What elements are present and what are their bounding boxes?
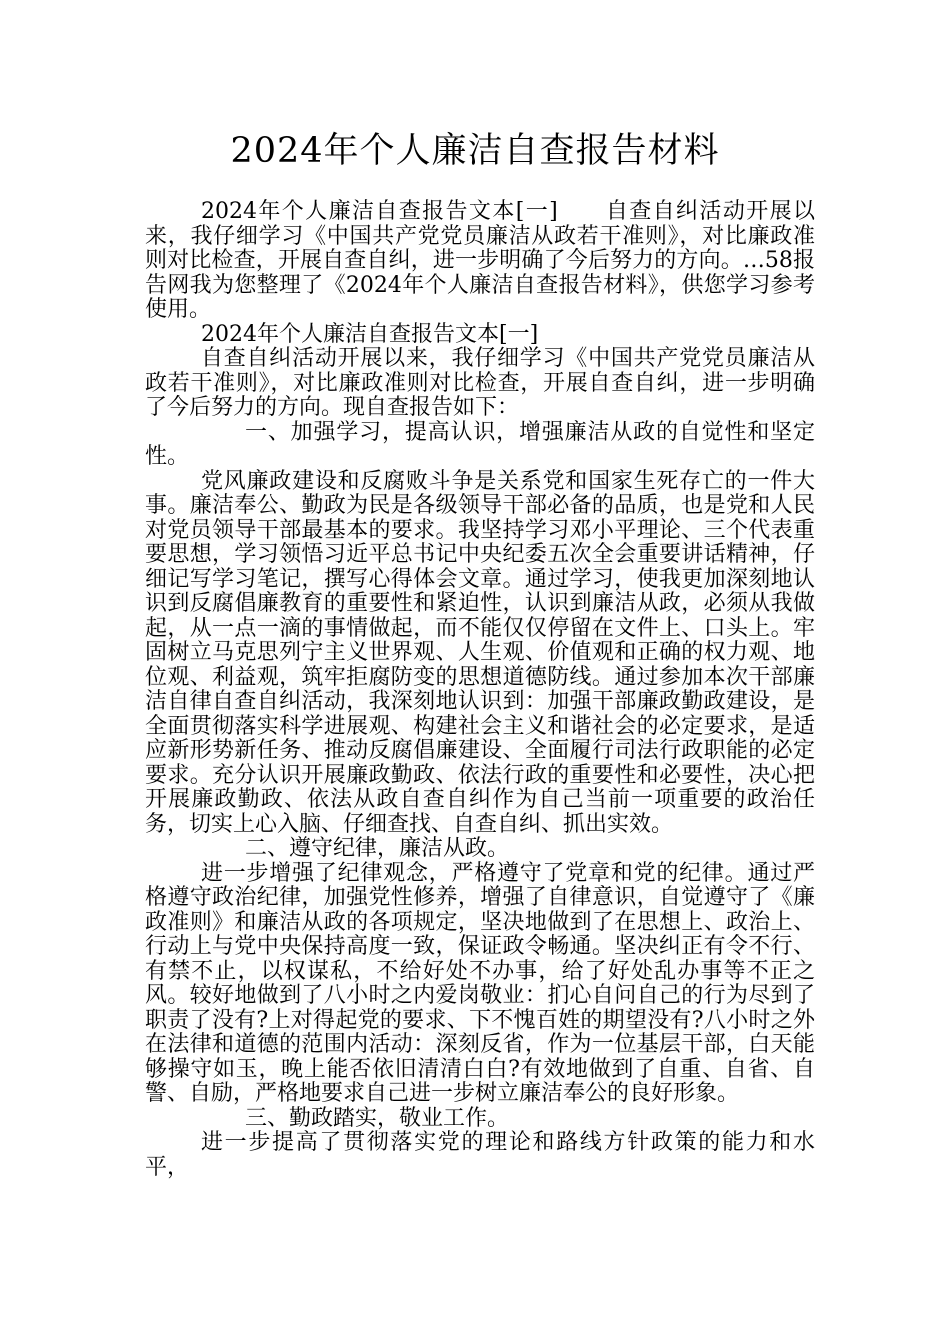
document-title: 2024年个人廉洁自查报告材料 xyxy=(230,131,720,171)
section-heading-3: 三、勤政踏实，敬业工作。 xyxy=(245,1105,510,1131)
body-paragraph: 自查自纠活动开展以来，我仔细学习《中国共产党党员廉洁从政若干准则》，对比廉政准则对比检查，开展自查自纠，进一步明确了今后努力的方向。现自查报告如下： xyxy=(145,346,815,420)
section-heading-2: 二、遵守纪律，廉洁从政。 xyxy=(245,836,510,861)
section-heading: 2024年个人廉洁自查报告文本[一] xyxy=(201,321,539,347)
body-paragraph: 党风廉政建设和反腐败斗争是关系党和国家生死存亡的一件大事。廉洁奉公、勤政为民是各级领导干部必备的品质，也是党和人民对党员领导干部最基本的要求。我坚持学习邓小平理论、三个代表重要思想，学习领悟习近平总书记中央纪委五次全会重要讲话精神，仔细记写学习笔记，撰写心得体会文章。通过学习，使我更加深刻地认识到反腐倡廉教育的重要性和紧迫性，认识到廉洁从政，必须从我做起，从一点一滴的事情做起，而不能仅仅停留在文件上、口头上。牢固树立马克思列宁主义世界观、人生观、价值观和正确的权力观、地位观、利益观，筑牢拒腐防变的思想道德防线。通过参加本次干部廉洁自律自查自纠活动，我深刻地认识到：加强干部廉政勤政建设，是全面贯彻落实科学进展观、构建社会主义和谐社会的必定要求，是适应新形势新任务、推动反腐倡廉建设、全面履行司法行政职能的必定要求。充分认识开展廉政勤政、依法行政的重要性和必要性，决心把开展廉政勤政、依法从政自查自纠作为自己当前一项重要的政治任务，切实上心入脑、仔细查找、自查自纠、抓出实效。 xyxy=(145,468,815,837)
document-body xyxy=(145,200,815,1180)
section-heading-1: 一、加强学习，提高认识，增强廉洁从政的自觉性和坚定性。 xyxy=(145,419,815,469)
body-paragraph: 进一步增强了纪律观念，严格遵守了党章和党的纪律。通过严格遵守政治纪律，加强党性修养，增强了自律意识，自觉遵守了《廉政准则》和廉洁从政的各项规定，坚决地做到了在思想上、政治上、行动上与党中央保持高度一致，保证政令畅通。坚决纠正有令不行、有禁不止，以权谋私，不给好处不办事，给了好处乱办事等不正之风。较好地做到了八小时之内爱岗敬业：扪心自问自己的行为尽到了职责了没有?上对得起党的要求、下不愧百姓的期望没有?八小时之外在法律和道德的范围内活动：深刻反省，作为一位基层干部，白天能够操守如玉，晚上能否依旧清清白白?有效地做到了自重、自省、自警、自励，严格地要求自己进一步树立廉洁奉公的良好形象。 xyxy=(145,860,815,1106)
intro-paragraph: 2024年个人廉洁自查报告文本[一] 自查自纠活动开展以来，我仔细学习《中国共产党党员廉洁从政若干准则》，对比廉政准则对比检查，开展自查自纠，进一步明确了今后努力的方向。…58报告网我为您整理了《2024年个人廉洁自查报告材料》，供您学习参考使用。 xyxy=(145,199,815,322)
body-paragraph: 进一步提高了贯彻落实党的理论和路线方针政策的能力和水平， xyxy=(145,1130,815,1180)
